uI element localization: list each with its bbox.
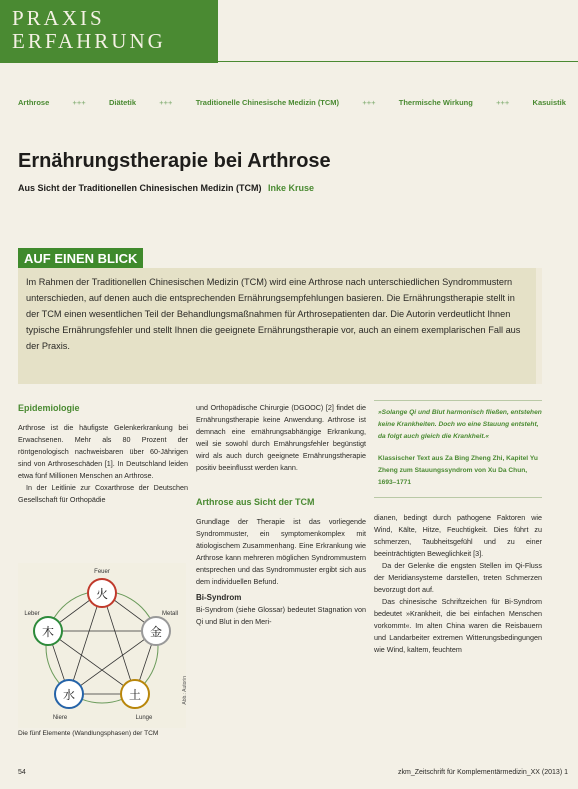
section-badge-line2: ERFAHRUNG <box>12 29 166 53</box>
column-1 <box>18 402 188 506</box>
label-bottom-left: Niere <box>52 715 68 721</box>
wood-glyph: 木 <box>41 625 55 639</box>
subtitle-text: Aus Sicht der Traditionellen Chinesischen Medizin (TCM) <box>18 183 262 193</box>
column-2 <box>196 402 366 628</box>
tcm-heading: Arthrose aus Sicht der TCM <box>196 497 315 507</box>
page-number: 54 <box>18 769 26 776</box>
journal-reference: zkm_Zeitschrift für Komplementärmedizin_XX (2013) 1 <box>397 769 568 776</box>
quote-source: Klassischer Text aus Za Bing Zheng Zhi, Kapitel Yu Zheng zum Stauungssyndrom von Xu Da Chun, 1693–1771 <box>378 455 538 486</box>
keyword-3: Traditionelle Chinesische Medizin (TCM) <box>195 98 340 107</box>
metal-glyph: 金 <box>149 625 163 639</box>
section-badge-line1: PRAXIS <box>12 6 105 30</box>
glance-text: Im Rahmen der Traditionellen Chinesischen Medizin (TCM) wird eine Arthrose nach unterschiedlichen Syndrommustern unterschieden, auf denen auch die entsprechenden Ernährungsempfehlungen basieren. Die Ernährungstherapie stellt in der TCM einen wesentlichen Teil der Behandlungsmaßnahmen für Arthrosepatienten dar. Die Autorin verdeutlicht Ihnen typische Ernährungsfehler und stellt Ihnen die geeignete Ernährungstherapie vor, auch an einem exemplarischen Fall aus der Praxis. <box>26 277 521 351</box>
keyword-separator: +++ <box>362 98 376 107</box>
column3-text-3: Das chinesische Schriftzeichen für Bi-Syndrom bedeutet »Krankheit, die bei einfachen Menschen vorkommt«. Im alten China waren die Reisbauern und Landarbeiter extremen Witterungsbedingungen wie Wind, kaltem, feuchtem <box>374 597 542 654</box>
glance-box <box>18 268 542 384</box>
earth-glyph: 土 <box>128 688 142 702</box>
fire-glyph: 火 <box>95 587 109 601</box>
keyword-1: Arthrose <box>18 98 50 107</box>
label-top: Feuer <box>94 569 110 575</box>
epidemiology-heading: Epidemiologie <box>18 403 80 413</box>
epidemiology-text-2: In der Leitlinie zur Coxarthrose der Deutschen Gesellschaft für Orthopädie <box>18 483 188 504</box>
column2-text-2: Grundlage der Therapie ist das vorliegende Syndrommuster, ein symptomenkomplex mit ätiologischem Zusammenhang. Eine Erkrankung wie Arthrose kann mehreren möglichen Syndrommustern entsprechen und das Syndrommuster ergibt sich aus dem individuellen Befund. <box>196 517 366 586</box>
article-title: Ernährungstherapie bei Arthrose <box>18 150 331 172</box>
five-elements-svg <box>18 563 186 728</box>
glance-tab: AUF EINEN BLICK <box>18 248 143 268</box>
keyword-5: Kasuistik <box>532 98 566 107</box>
header-rule <box>218 61 578 62</box>
column2-text-3: Bi-Syndrom (siehe Glossar) bedeutet Stagnation von Qi und Blut in den Meri- <box>196 605 366 626</box>
column-3 <box>374 402 542 656</box>
keyword-4: Thermische Wirkung <box>398 98 473 107</box>
keyword-2: Diätetik <box>108 98 137 107</box>
author-name: Inke Kruse <box>268 183 315 193</box>
five-elements-diagram <box>18 563 186 728</box>
column3-text-1: dianen, bedingt durch pathogene Faktoren wie Wind, Kälte, Hitze, Feuchtigkeit. Dies führt zu schmerzen, Taubheitsgefühl und zu einer beeinträchtigten Beweglichkeit [3]. <box>374 513 542 558</box>
label-left: Leber <box>24 611 40 617</box>
label-right: Metall <box>161 611 179 617</box>
bi-syndrom-subhead: Bi-Syndrom <box>196 593 242 602</box>
water-glyph: 水 <box>62 688 76 702</box>
epidemiology-text-1: Arthrose ist die häufigste Gelenkerkrankung bei Erwachsenen. Mehr als 80 Prozent der röntgenologisch nachweisbaren über 60-Jährigen sind von Arthroseschäden [1]. In Deutschland leiden etwa fünf Millionen Menschen an Arthrose. <box>18 423 188 480</box>
keyword-nav <box>18 98 566 107</box>
figure-caption: Die fünf Elemente (Wandlungsphasen) der TCM <box>18 730 159 737</box>
figure-credit: Abb.: Autorin <box>182 676 188 705</box>
column2-text-1: und Orthopädische Chirurgie (DGOOC) [2] findet die Ernährungstherapie keine Anwendung. Arthrose ist demnach eine ernährungsabhängige Erkrankung, weil sie sowohl durch Ernährungsfehler begünstigt wird als auch durch geeignete Ernährungstherapie positiv beeinflusst werden kann. <box>196 403 366 472</box>
quote-box <box>374 400 542 498</box>
keyword-separator: +++ <box>496 98 510 107</box>
article-subtitle <box>18 183 314 193</box>
quote-text: »Solange Qi und Blut harmonisch fließen, entstehen keine Krankheiten. Doch wo eine Stauung entsteht, da folgt auch gleich die Krankheit.« <box>378 409 542 440</box>
label-bottom-right: Lunge <box>135 715 153 721</box>
page-footer <box>18 769 568 776</box>
column3-text-2: Da der Gelenke die engsten Stellen im Qi-Fluss der Meridiansysteme darstellen, treten Schmerzen bevorzugt dort auf. <box>374 561 542 594</box>
section-badge <box>0 0 218 63</box>
keyword-separator: +++ <box>72 98 86 107</box>
keyword-separator: +++ <box>159 98 173 107</box>
